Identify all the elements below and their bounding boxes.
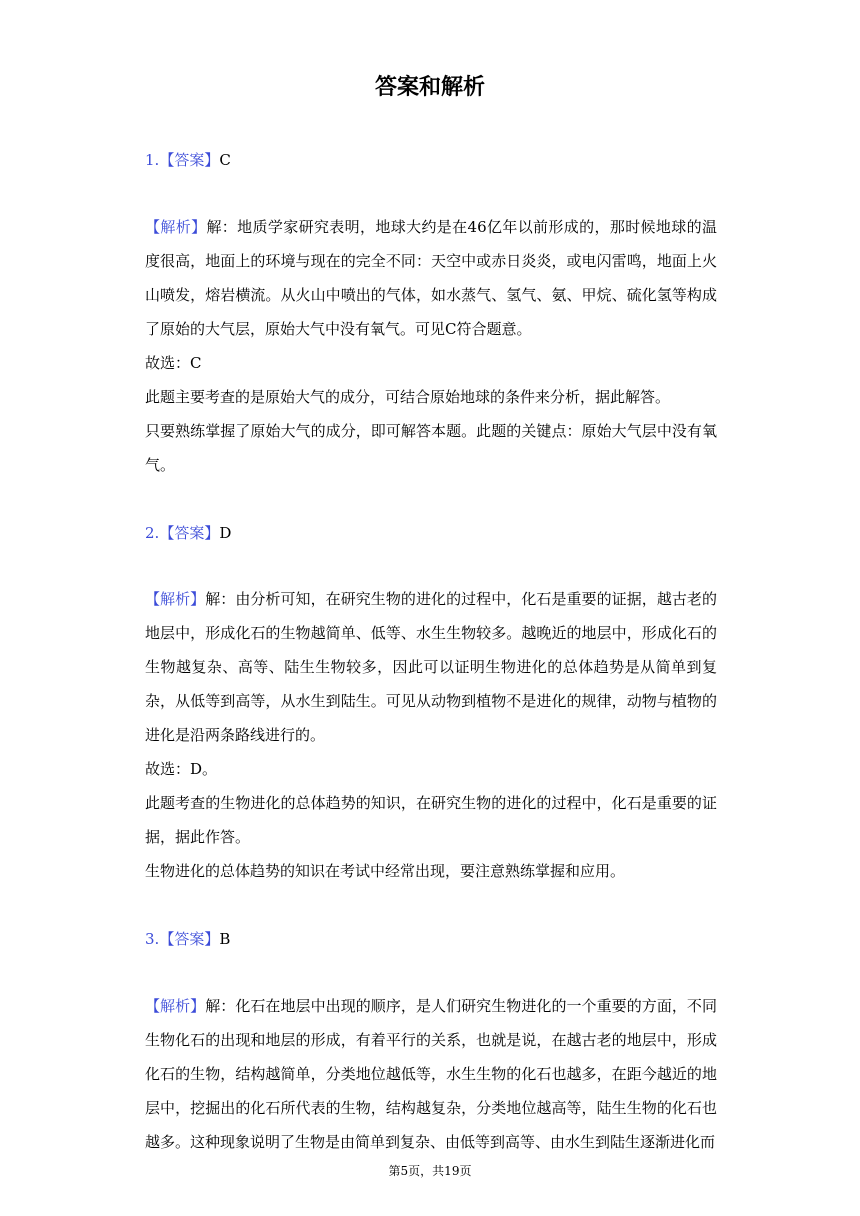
- analysis-tag: 【解析】: [145, 590, 206, 608]
- analysis-paragraph: [145, 989, 717, 1159]
- answer-heading-3: [145, 928, 230, 950]
- question-number: 2.: [145, 524, 160, 542]
- explanation-block-2: [145, 582, 717, 888]
- question-number: 3.: [145, 930, 160, 948]
- comment-paragraph: 生物进化的总体趋势的知识在考试中经常出现，要注意熟练掌握和应用。: [145, 862, 626, 880]
- answer-value: C: [219, 151, 231, 169]
- answer-tag: 【答案】: [159, 524, 220, 542]
- page-title: 答案和解析: [374, 75, 485, 100]
- analysis-paragraph: [145, 210, 717, 346]
- question-number: 1.: [145, 151, 160, 169]
- analysis-text: 解：由分析可知，在研究生物的进化的过程中，化石是重要的证据，越古老的地层中，形成化石的生物越简单、低等、水生生物较多。越晚近的地层中，形成化石的生物越复杂、高等、陆生生物较多，因此可以证明生物进化的总体趋势是从简单到复杂，从低等到高等，从水生到陆生。可见从动物到植物不是进化的规律，动物与植物的进化是沿两条路线进行的。: [145, 590, 717, 744]
- choice-line: 故选：C: [145, 354, 202, 372]
- choice-line: 故选：D。: [145, 760, 218, 778]
- analysis-paragraph: [145, 582, 717, 752]
- answer-tag: 【答案】: [159, 930, 220, 948]
- answer-value: D: [219, 524, 232, 542]
- comment-paragraph: 只要熟练掌握了原始大气的成分，即可解答本题。此题的关键点：原始大气层中没有氧气。: [145, 422, 717, 474]
- analysis-tag: 【解析】: [145, 218, 207, 236]
- answer-heading-1: [145, 149, 231, 171]
- explanation-block-3: [145, 989, 717, 1159]
- explanation-block-1: [145, 210, 717, 482]
- answer-value: B: [219, 930, 231, 948]
- point-paragraph: 此题考查的生物进化的总体趋势的知识，在研究生物的进化的过程中，化石是重要的证据，据此作答。: [145, 794, 717, 846]
- analysis-text: 解：化石在地层中出现的顺序，是人们研究生物进化的一个重要的方面，不同生物化石的出现和地层的形成，有着平行的关系，也就是说，在越古老的地层中，形成化石的生物，结构越简单，分类地位越低等，水生生物的化石也越多，在距今越近的地层中，挖掘出的化石所代表的生物，结构越复杂，分类地位越高等，陆生生物的化石也越多。这种现象说明了生物是由简单到复杂、由低等到高等、由水生到陆生逐渐进化而: [145, 997, 717, 1151]
- point-paragraph: 此题主要考查的是原始大气的成分，可结合原始地球的条件来分析，据此解答。: [145, 388, 671, 406]
- answer-heading-2: [145, 522, 231, 544]
- analysis-text: 解：地质学家研究表明，地球大约是在46亿年以前形成的，那时候地球的温度很高，地面上的环境与现在的完全不同：天空中或赤日炎炎，或电闪雷鸣，地面上火山喷发，熔岩横流。从火山中喷出的气体，如水蒸气、氢气、氨、甲烷、硫化氢等构成了原始的大气层，原始大气中没有氧气。可见C符合题意。: [145, 218, 717, 338]
- page-footer: 第5页，共19页: [388, 1164, 472, 1178]
- analysis-tag: 【解析】: [145, 997, 206, 1015]
- answer-tag: 【答案】: [159, 151, 220, 169]
